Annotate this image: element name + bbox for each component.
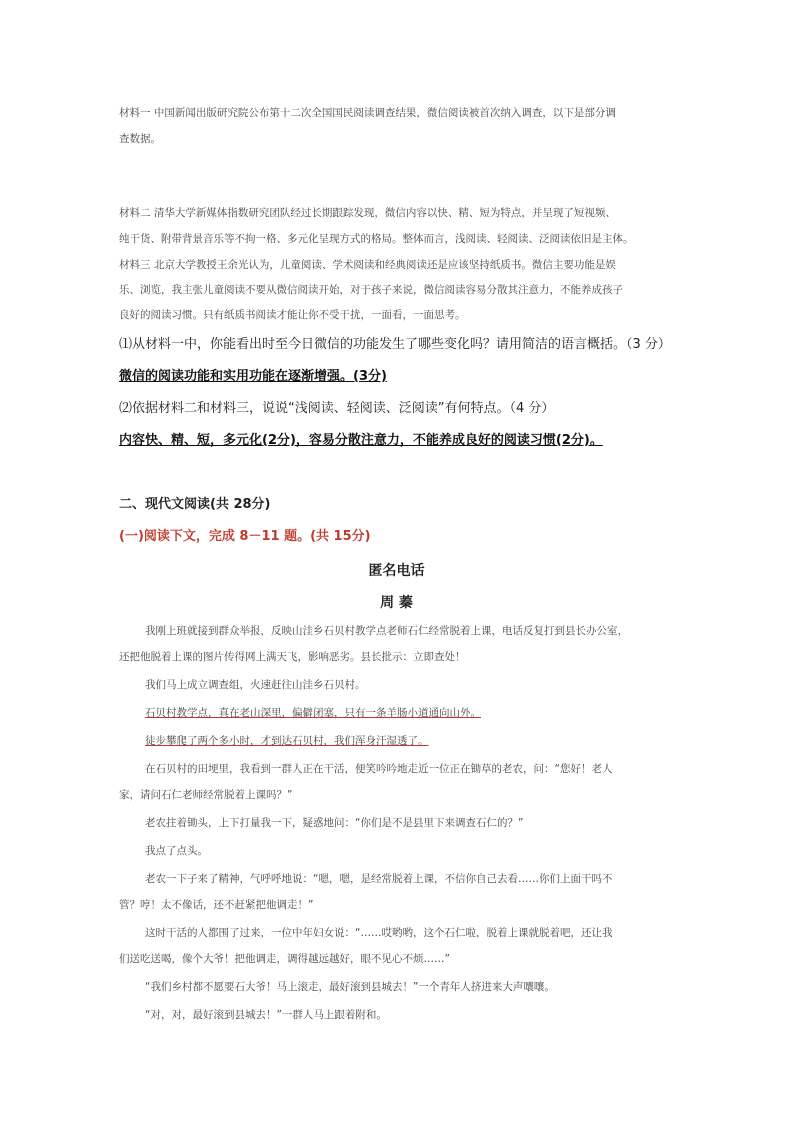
story-p10: “我们乡村都不愿要石大爷！马上滚走，最好滚到县城去！”一个青年人挤进来大声嚷嚷。 bbox=[145, 981, 555, 993]
material-2-line-1: 材料二 清华大学新媒体指数研究团队经过长期跟踪发现，微信内容以快、精、短为特点，并呈现了短视频、 bbox=[119, 207, 616, 219]
section-heading: 二、现代文阅读(共 28分) bbox=[119, 497, 271, 512]
material-2-line-2: 纯干货、附带背景音乐等不拘一格、多元化呈现方式的格局。整体而言，浅阅读、轻阅读、泛阅读依旧是主体。 bbox=[119, 233, 634, 245]
story-p9-line-1: 这时干活的人都围了过来，一位中年妇女说：“……哎哟哟，这个石仁啦，脱着上课就脱着吧，还让我 bbox=[145, 927, 613, 939]
story-p4 bbox=[119, 728, 705, 754]
story-p2: 我们马上成立调查组，火速赶往山洼乡石贝村。 bbox=[145, 679, 366, 691]
story-p5-line-1: 在石贝村的田埂里，我看到一群人正在干活，便笑吟吟地走近一位正在锄草的老农，问：“您好！老人 bbox=[145, 763, 613, 775]
answer-1: 微信的阅读功能和实用功能在逐渐增强。(3分) bbox=[119, 369, 387, 384]
story-p3-text: 石贝村教学点，真在老山深里，偏僻闭塞，只有一条羊肠小道通向山外。 bbox=[145, 707, 481, 719]
material-1-line-1: 材料一 中国新闻出版研究院公布第十二次全国国民阅读调查结果，微信阅读被首次纳入调查，以下是部分调 bbox=[119, 107, 616, 119]
story-p4-text: 徒步攀爬了两个多小时，才到达石贝村，我们浑身汗湿透了。 bbox=[145, 735, 429, 747]
material-1-line-2: 查数据。 bbox=[119, 133, 161, 145]
story-p9-line-2: 们送吃送喝，像个大爷！把他调走，调得越远越好，眼不见心不烦……” bbox=[119, 953, 450, 965]
question-2: ⑵依据材料二和材料三，说说“浅阅读、轻阅读、泛阅读”有何特点。（4 分） bbox=[119, 401, 555, 416]
story-p5-line-2: 家，请问石仁老师经常脱着上课吗？” bbox=[119, 789, 293, 801]
story-p7: 我点了点头。 bbox=[145, 845, 208, 857]
material-3-line-3: 良好的阅读习惯。只有纸质书阅读才能让你不受干扰，一面看，一面思考。 bbox=[119, 309, 466, 321]
story-p8-line-2: 管？哼！太不像话，还不赶紧把他调走！” bbox=[119, 899, 314, 911]
story-p11: “对，对，最好滚到县城去！”一群人马上跟着附和。 bbox=[145, 1009, 387, 1021]
material-3-line-2: 乐、浏览，我主张儿童阅读不要从微信阅读开始，对于孩子来说，微信阅读容易分散其注意力，不能养成孩子 bbox=[119, 284, 623, 296]
story-p8-line-1: 老农一下子来了精神，气呼呼地说：“嗯，嗯，是经常脱着上课，不信你自己去看……你们上面干吗不 bbox=[145, 873, 613, 885]
story-author: 周 蓁 bbox=[380, 595, 413, 611]
story-p1-line-2: 还把他脱着上课的图片传得网上满天飞，影响恶劣。县长批示：立即查处！ bbox=[119, 651, 466, 663]
question-1: ⑴从材料一中，你能看出时至今日微信的功能发生了哪些变化吗？请用简洁的语言概括。（3 分） bbox=[119, 337, 671, 352]
story-p6: 老农拄着锄头，上下打量我一下，疑惑地问：“你们是不是县里下来调查石仁的？” bbox=[145, 817, 524, 829]
story-p1-line-1: 我刚上班就接到群众举报，反映山洼乡石贝村教学点老师石仁经常脱着上课，电话反复打到县长办公室， bbox=[145, 625, 628, 637]
answer-2: 内容快、精、短，多元化(2分)，容易分散注意力，不能养成良好的阅读习惯(2分)。 bbox=[119, 433, 603, 448]
material-3-line-1: 材料三 北京大学教授王余光认为，儿童阅读、学术阅读和经典阅读还是应该坚持纸质书。微信主要功能是娱 bbox=[119, 259, 616, 271]
story-p3 bbox=[119, 700, 705, 726]
sub-section-heading: (一)阅读下文，完成 8－11 题。(共 15分) bbox=[119, 529, 371, 544]
story-title: 匿名电话 bbox=[368, 563, 425, 579]
